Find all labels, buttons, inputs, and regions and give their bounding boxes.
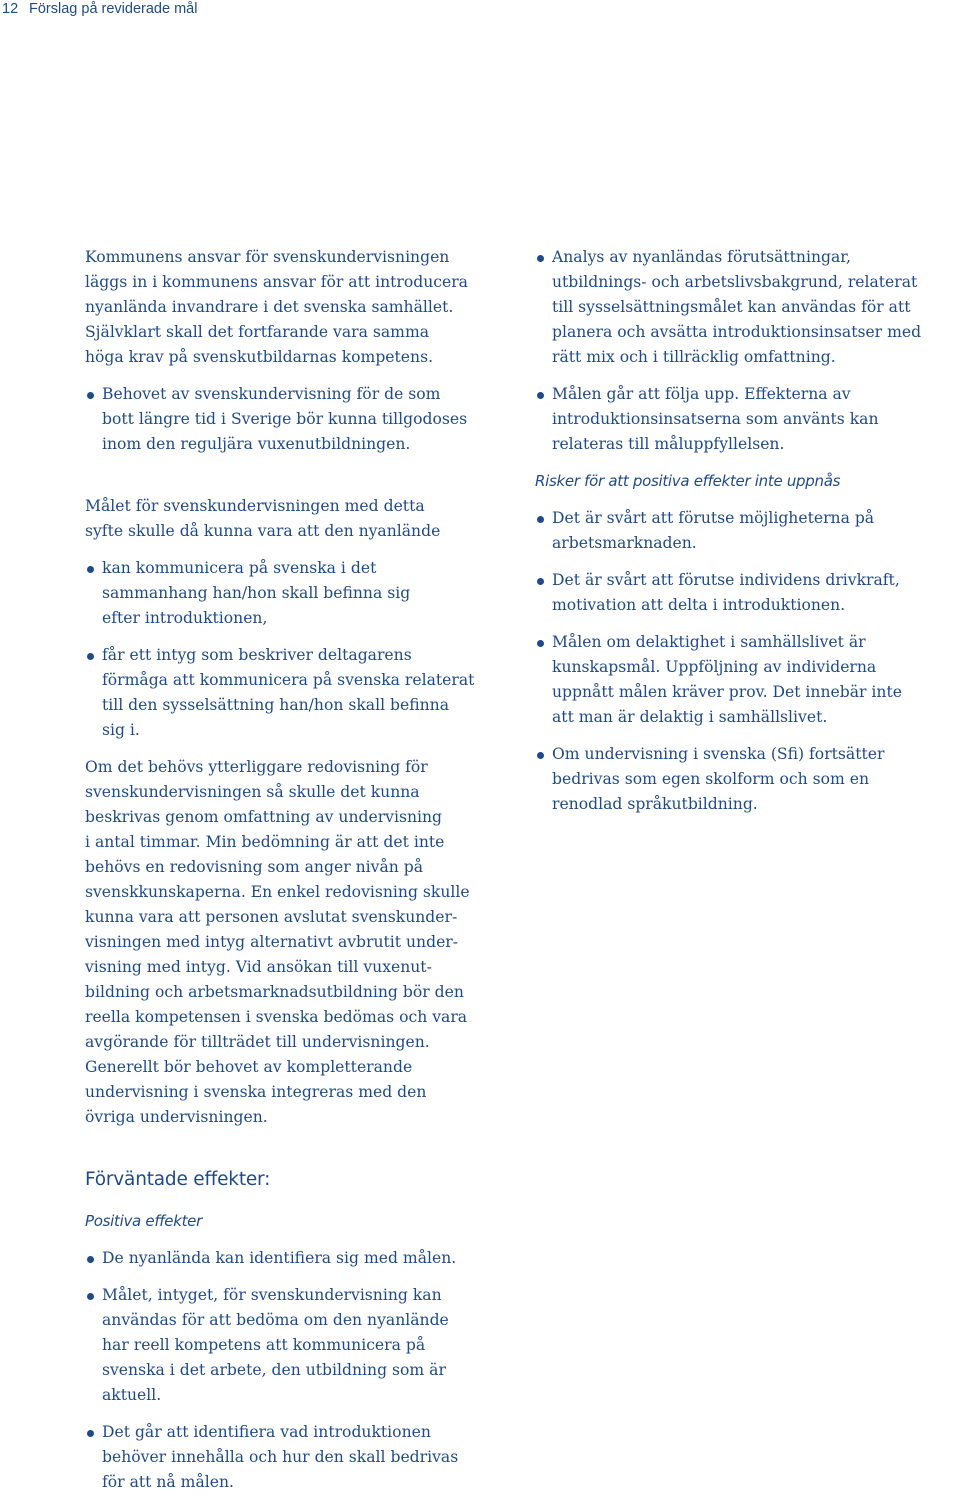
text-line: kunskapsmål. Uppföljning av individerna bbox=[552, 658, 877, 676]
text-line: visning med intyg. Vid ansökan till vuxenut- bbox=[85, 958, 432, 976]
text-line: Generellt bör behovet av kompletterande bbox=[85, 1058, 413, 1076]
text-line: Målen om delaktighet i samhällslivet är bbox=[552, 633, 866, 651]
text-line: planera och avsätta introduktionsinsatser med bbox=[552, 323, 922, 341]
text-line: Om undervisning i svenska (Sfi) fortsätter bbox=[552, 745, 885, 763]
page-number: 12 bbox=[2, 1, 19, 17]
text-line: utbildnings- och arbetslivsbakgrund, relaterat bbox=[552, 273, 918, 291]
text-line: har reell kompetens att kommunicera på bbox=[102, 1336, 426, 1354]
goal-paragraph bbox=[85, 494, 510, 544]
text-line: kunna vara att personen avslutat svenskunder- bbox=[85, 908, 458, 926]
text-line: rätt mix och i tillräcklig omfattning. bbox=[552, 348, 836, 366]
text-line: kan kommunicera på svenska i det bbox=[102, 559, 377, 577]
text-line: beskrivas genom omfattning av undervisning bbox=[85, 808, 443, 826]
text-line: motivation att delta i introduktionen. bbox=[552, 596, 846, 614]
bullet-item bbox=[85, 1283, 510, 1408]
bullet-item bbox=[85, 382, 510, 457]
text-line: bildning och arbetsmarknadsutbildning bör den bbox=[85, 983, 464, 1001]
bullet-item bbox=[535, 568, 960, 618]
text-line: svenskundervisningen så skulle det kunna bbox=[85, 783, 420, 801]
text-line: bedrivas som egen skolform och som en bbox=[552, 770, 869, 788]
text-line: behöver innehålla och hur den skall bedrivas bbox=[102, 1448, 459, 1466]
text-line: till den sysselsättning han/hon skall befinna bbox=[102, 696, 450, 714]
risk-bullet-list bbox=[535, 506, 960, 817]
bullet-item bbox=[85, 1246, 510, 1271]
text-line: Det går att identifiera vad introduktionen bbox=[102, 1423, 431, 1441]
intro-bullet-list bbox=[85, 382, 510, 457]
bullet-item bbox=[535, 382, 960, 457]
text-line: introduktionsinsatserna som använts kan bbox=[552, 410, 879, 428]
positive-bullet-list bbox=[85, 1246, 510, 1495]
reporting-paragraph bbox=[85, 755, 510, 1130]
text-line: att man är delaktig i samhällslivet. bbox=[552, 708, 828, 726]
bullet-item bbox=[85, 556, 510, 631]
text-line: De nyanlända kan identifiera sig med målen. bbox=[102, 1249, 457, 1267]
text-line: till sysselsättningsmålet kan användas för att bbox=[552, 298, 911, 316]
text-line: bott längre tid i Sverige bör kunna tillgodoses bbox=[102, 410, 468, 428]
text-line: Analys av nyanländas förutsättningar, bbox=[552, 248, 851, 266]
bullet-item bbox=[535, 506, 960, 556]
bullet-item bbox=[535, 742, 960, 817]
text-line: för att nå målen. bbox=[102, 1473, 234, 1491]
text-line: förmåga att kommunicera på svenska relaterat bbox=[102, 671, 475, 689]
header-title: Förslag på reviderade mål bbox=[29, 1, 198, 17]
text-line: i antal timmar. Min bedömning är att det inte bbox=[85, 833, 445, 851]
text-line: Målet för svenskundervisningen med detta bbox=[85, 497, 425, 515]
text-line: Målen går att följa upp. Effekterna av bbox=[552, 385, 851, 403]
text-line: Om det behövs ytterliggare redovisning för bbox=[85, 758, 428, 776]
text-line: övriga undervisningen. bbox=[85, 1108, 268, 1126]
text-line: Det är svårt att förutse möjligheterna på bbox=[552, 509, 875, 527]
text-line: sammanhang han/hon skall befinna sig bbox=[102, 584, 411, 602]
text-line: sig i. bbox=[102, 721, 140, 739]
intro-paragraph bbox=[85, 245, 510, 370]
bullet-item bbox=[535, 630, 960, 730]
text-line: renodlad språkutbildning. bbox=[552, 795, 758, 813]
text-line: behövs en redovisning som anger nivån på bbox=[85, 858, 424, 876]
text-line: får ett intyg som beskriver deltagarens bbox=[102, 646, 412, 664]
text-line: uppnått målen kräver prov. Det innebär inte bbox=[552, 683, 902, 701]
text-line: svenskkunskaperna. En enkel redovisning skulle bbox=[85, 883, 470, 901]
text-line: läggs in i kommunens ansvar för att introducera bbox=[85, 273, 468, 291]
bullet-item bbox=[535, 245, 960, 370]
text-line: aktuell. bbox=[102, 1386, 162, 1404]
left-column bbox=[85, 245, 510, 1495]
positive-effects-heading: Positiva effekter bbox=[85, 1212, 202, 1230]
text-line: svenska i det arbete, den utbildning som är bbox=[102, 1361, 446, 1379]
bullet-item bbox=[85, 1420, 510, 1495]
text-line: relateras till måluppfyllelsen. bbox=[552, 435, 785, 453]
text-line: nyanlända invandrare i det svenska samhället. bbox=[85, 298, 454, 316]
goal-bullet-list bbox=[85, 556, 510, 743]
text-line: avgörande för tillträdet till undervisningen. bbox=[85, 1033, 430, 1051]
text-line: inom den reguljära vuxenutbildningen. bbox=[102, 435, 411, 453]
text-line: Behovet av svenskundervisning för de som bbox=[102, 385, 441, 403]
text-line: visningen med intyg alternativt avbrutit under- bbox=[85, 933, 459, 951]
text-line: arbetsmarknaden. bbox=[552, 534, 697, 552]
right-column bbox=[535, 245, 960, 817]
text-line: höga krav på svenskutbildarnas kompetens. bbox=[85, 348, 434, 366]
text-line: Det är svårt att förutse individens drivkraft, bbox=[552, 571, 900, 589]
risks-heading: Risker för att positiva effekter inte uppnås bbox=[535, 472, 841, 490]
text-line: efter introduktionen, bbox=[102, 609, 268, 627]
effects-heading: Förväntade effekter: bbox=[85, 1169, 271, 1190]
text-line: Självklart skall det fortfarande vara samma bbox=[85, 323, 430, 341]
text-line: Målet, intyget, för svenskundervisning kan bbox=[102, 1286, 442, 1304]
text-line: reella kompetensen i svenska bedömas och vara bbox=[85, 1008, 468, 1026]
text-line: användas för att bedöma om den nyanlände bbox=[102, 1311, 449, 1329]
text-line: Kommunens ansvar för svenskundervisningen bbox=[85, 248, 450, 266]
positive-bullet-list-cont bbox=[535, 245, 960, 457]
bullet-item bbox=[85, 643, 510, 743]
text-line: undervisning i svenska integreras med den bbox=[85, 1083, 427, 1101]
text-line: syfte skulle då kunna vara att den nyanlände bbox=[85, 522, 441, 540]
